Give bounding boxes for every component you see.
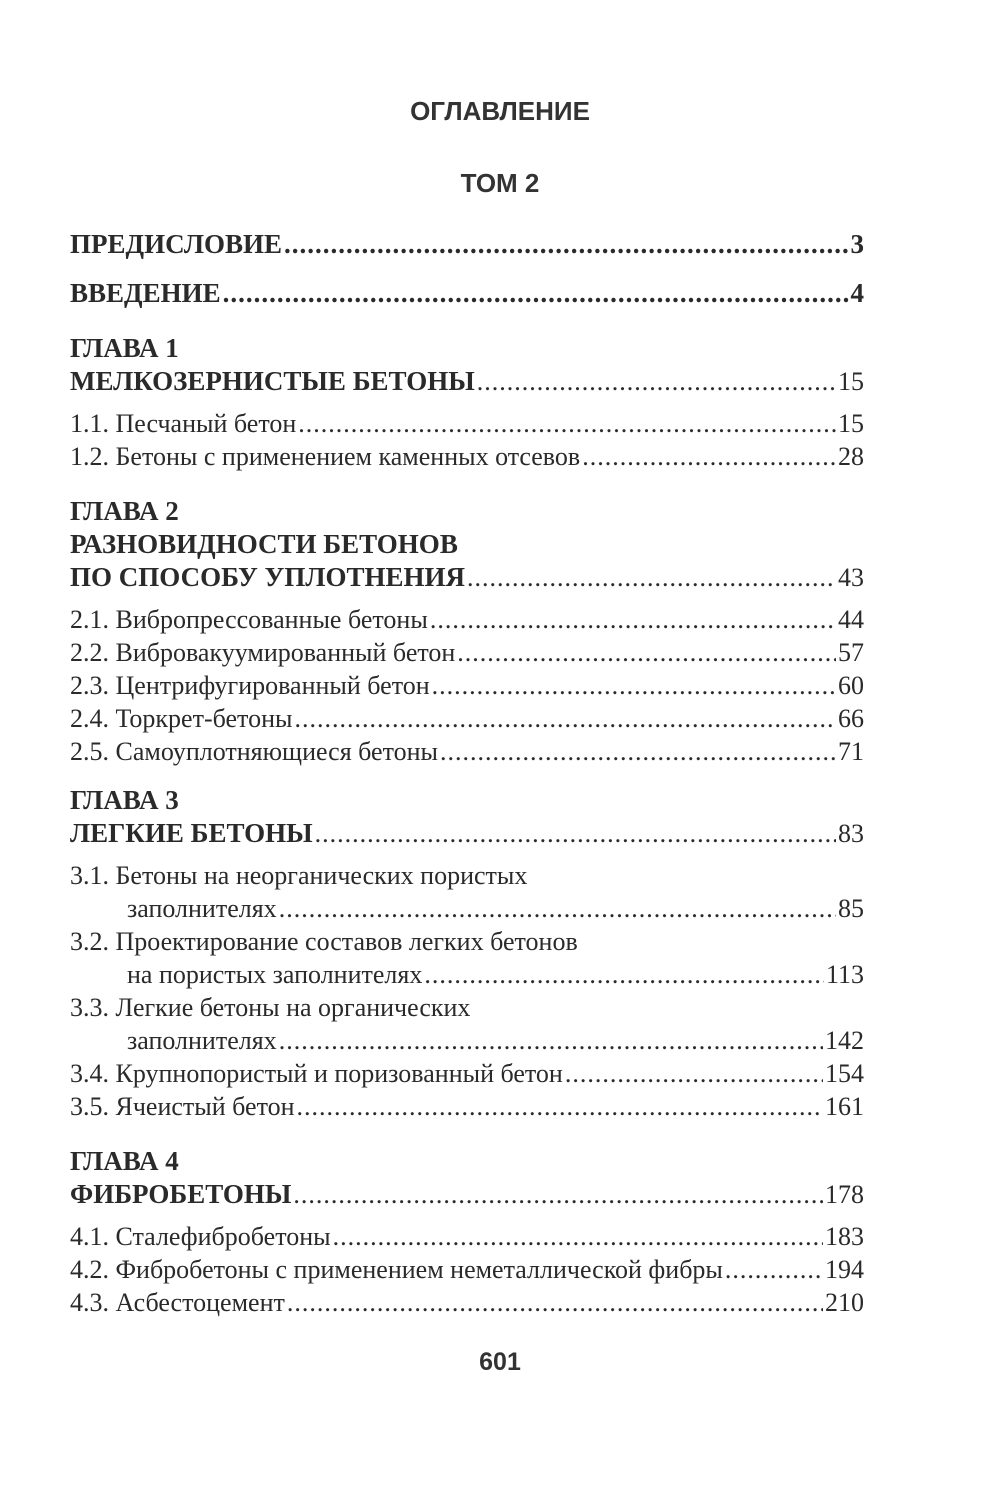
toc-entry-section[interactable]: 2.1. Вибропрессованные бетоны ..... 44: [70, 603, 864, 636]
toc-entry-section[interactable]: 3.4. Крупнопористый и поризованный бетон ..... 154: [70, 1057, 864, 1090]
page-ref: 3: [850, 229, 864, 259]
page-ref: 71: [838, 737, 864, 766]
page-ref: 178: [825, 1180, 864, 1209]
toc-entry-section-line[interactable]: 3.2. Проектирование составов легких бетонов: [70, 927, 578, 956]
chapter-title-line: РАЗНОВИДНОСТИ БЕТОНОВ: [70, 529, 458, 559]
toc-entry-section[interactable]: 2.5. Самоуплотняющиеся бетоны ..... 71: [70, 735, 864, 768]
page-ref: 183: [825, 1222, 864, 1251]
page-ref: 210: [825, 1288, 864, 1317]
page-ref: 194: [825, 1255, 864, 1284]
chapter-label: ГЛАВА 3: [70, 785, 179, 815]
chapter-label: ГЛАВА 1: [70, 333, 179, 363]
page-ref: 66: [838, 704, 864, 733]
page-ref: 154: [825, 1059, 864, 1088]
toc-entry-section[interactable]: 4.2. Фибробетоны с применением неметаллической фибры ..... 194: [70, 1253, 864, 1286]
page-ref: 43: [838, 563, 864, 592]
page-ref: 4: [850, 278, 864, 308]
toc-entry-chapter-4[interactable]: ФИБРОБЕТОНЫ ..... 178: [70, 1178, 864, 1211]
page-ref: 161: [825, 1092, 864, 1121]
volume-title: ТОМ 2: [460, 168, 540, 198]
toc-entry-chapter-3[interactable]: ЛЕГКИЕ БЕТОНЫ ..... 83: [70, 817, 864, 850]
toc-entry-section[interactable]: на пористых заполнителях ..... 113: [70, 958, 864, 991]
page-ref: 44: [838, 605, 864, 634]
toc-entry-section[interactable]: 2.4. Торкрет-бетоны ..... 66: [70, 702, 864, 735]
toc-entry-chapter-1[interactable]: МЕЛКОЗЕРНИСТЫЕ БЕТОНЫ ..... 15: [70, 365, 864, 398]
toc-entry-introduction[interactable]: ВВЕДЕНИЕ ..... 4: [70, 277, 864, 310]
toc-entry-preface[interactable]: ПРЕДИСЛОВИЕ ..... 3: [70, 228, 864, 261]
toc-entry-chapter-2[interactable]: ПО СПОСОБУ УПЛОТНЕНИЯ ..... 43: [70, 561, 864, 594]
page-ref: 113: [825, 960, 864, 989]
page-ref: 83: [838, 819, 864, 848]
toc-entry-section[interactable]: 4.3. Асбестоцемент ..... 210: [70, 1286, 864, 1319]
toc-entry-section[interactable]: 4.1. Сталефибробетоны ..... 183: [70, 1220, 864, 1253]
page-ref: 28: [838, 442, 864, 471]
toc-entry-section[interactable]: 1.2. Бетоны с применением каменных отсевов ..... 28: [70, 440, 864, 473]
chapter-label: ГЛАВА 2: [70, 496, 179, 526]
page-title: ОГЛАВЛЕНИЕ: [410, 96, 590, 126]
page-ref: 57: [838, 638, 864, 667]
table-of-contents: [70, 228, 864, 1319]
page-ref: 85: [838, 894, 864, 923]
page-ref: 142: [825, 1026, 864, 1055]
toc-entry-section-line[interactable]: 3.3. Легкие бетоны на органических: [70, 993, 471, 1022]
page-ref: 15: [838, 367, 864, 396]
toc-entry-section[interactable]: 2.3. Центрифугированный бетон ..... 60: [70, 669, 864, 702]
toc-entry-section[interactable]: заполнителях ..... 85: [70, 892, 864, 925]
page-number: 601: [479, 1348, 521, 1376]
toc-entry-section[interactable]: 1.1. Песчаный бетон ..... 15: [70, 407, 864, 440]
toc-entry-section-line[interactable]: 3.1. Бетоны на неорганических пористых: [70, 861, 528, 890]
toc-entry-section[interactable]: заполнителях ..... 142: [70, 1024, 864, 1057]
page-ref: 15: [838, 409, 864, 438]
toc-entry-section[interactable]: 2.2. Вибровакуумированный бетон ..... 57: [70, 636, 864, 669]
toc-entry-section[interactable]: 3.5. Ячеистый бетон ..... 161: [70, 1090, 864, 1123]
chapter-label: ГЛАВА 4: [70, 1146, 179, 1176]
page-ref: 60: [838, 671, 864, 700]
